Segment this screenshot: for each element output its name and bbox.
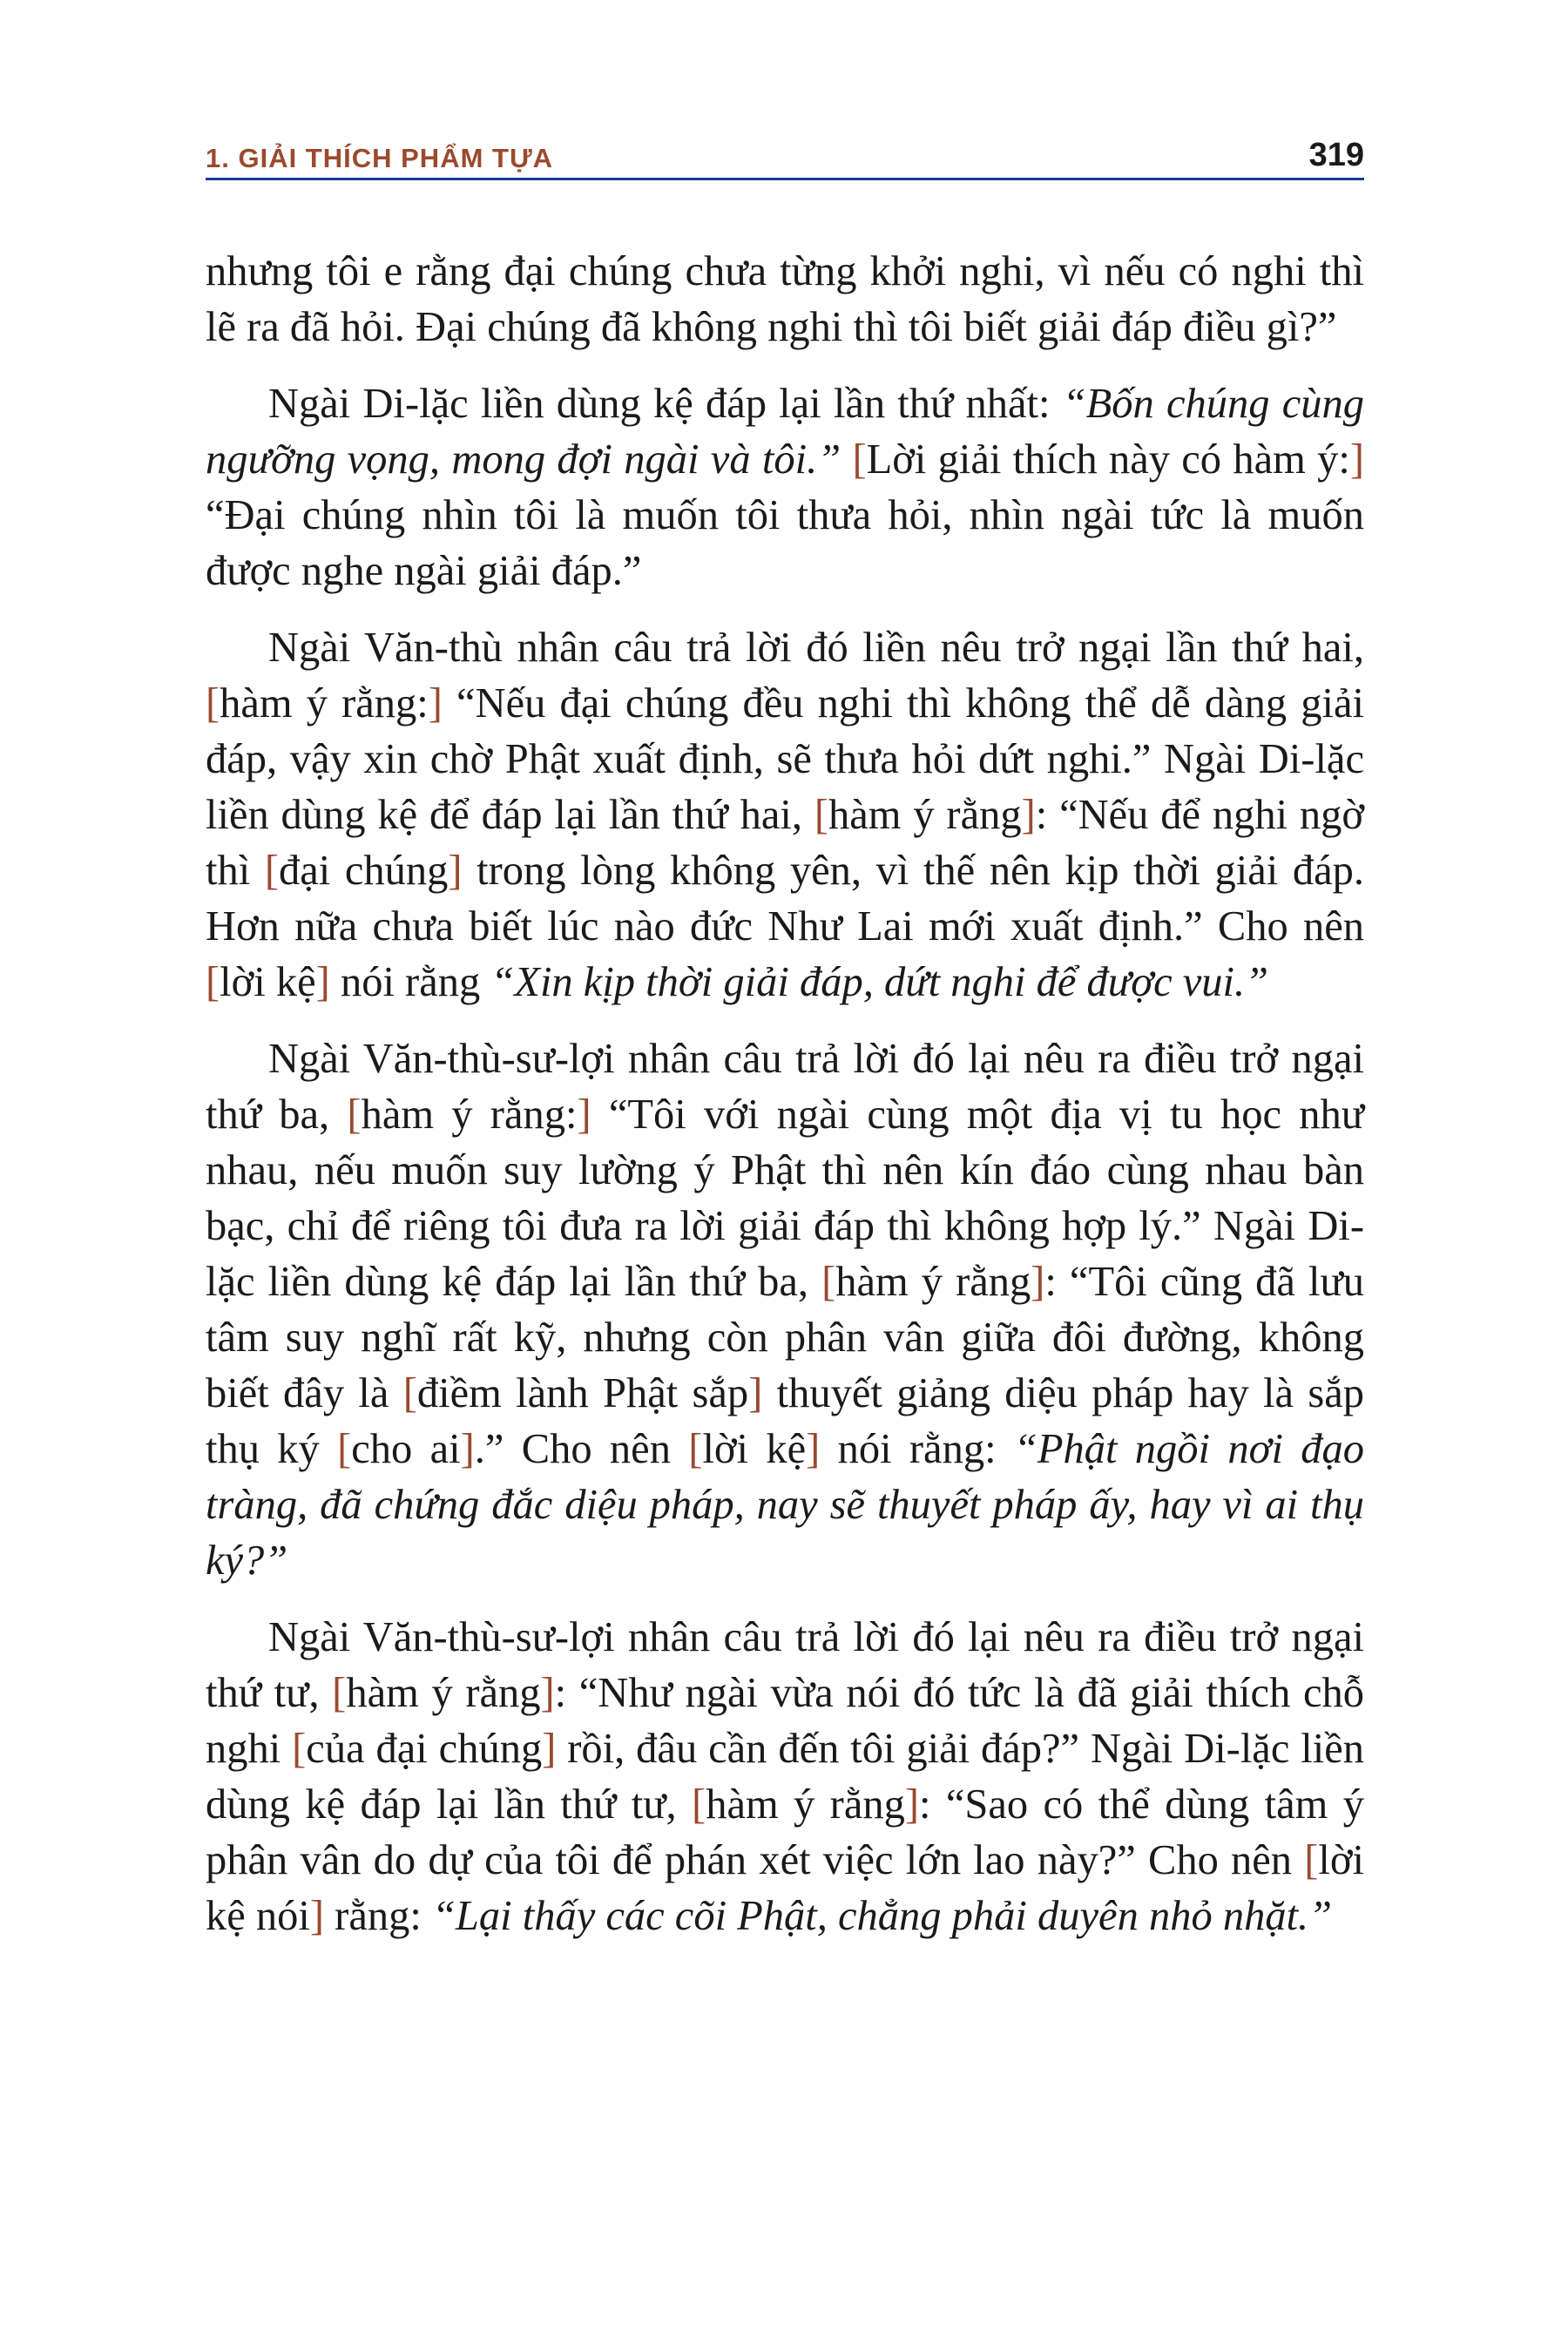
editorial-bracket: ] [1349,436,1365,483]
paragraph [206,1031,1364,1589]
editorial-bracket: ] [540,1670,555,1716]
editorial-bracket: ] [542,1726,557,1772]
text-run: lời kệ [220,959,316,1005]
text-run: : “Như ngài vừa nói đó tức là đã giải thích chỗ nghi [206,1670,1364,1772]
text-run: đại chúng [278,848,449,894]
text-run: nhưng tôi e rằng đại chúng chưa từng khởi nghi, vì nếu có nghi thì lẽ ra đã hỏi. Đại chúng đã không nghi thì tôi biết giải đáp điều gì?” [206,248,1364,350]
text-run: hàm ý rằng [346,1670,541,1716]
text-run: hàm ý rằng [828,792,1022,838]
editorial-bracket: ] [1031,1259,1045,1305]
editorial-bracket: [ [347,1092,362,1138]
editorial-bracket: [ [1304,1837,1319,1883]
sutra-quote: “Lại thấy các cõi Phật, chẳng phải duyên nhỏ nhặt.” [431,1893,1333,1939]
text-run: rồi, đâu cần đến tôi giải đáp?” Ngài Di-lặc liền dùng kệ đáp lại lần thứ tư, [206,1726,1364,1828]
paragraph [206,620,1364,1010]
text-run: hàm ý rằng [706,1781,905,1828]
running-header [206,122,1364,183]
body-text [206,244,1364,1965]
text-run: hàm ý rằng [835,1259,1031,1305]
sutra-quote: “Xin kịp thời giải đáp, dứt nghi để được vui.” [490,959,1269,1005]
editorial-bracket: ] [309,1893,325,1939]
paragraph [206,1610,1364,1944]
text-run: lời kệ nói [206,1837,1364,1939]
sutra-quote: “Phật ngồi nơi đạo tràng, đã chứng đắc diệu pháp, nay sẽ thuyết pháp ấy, hay vì ai thụ ký?” [206,1426,1365,1584]
editorial-bracket: [ [206,959,220,1005]
text-run: Ngài Văn-thù-sư-lợi nhân câu trả lời đó lại nêu ra điều trở ngại thứ tư, [206,1614,1364,1716]
editorial-bracket: ] [428,680,443,727]
page-number: 319 [1308,137,1364,173]
text-run: Ngài Văn-thù nhân câu trả lời đó liền nêu trở ngại lần thứ hai, [268,625,1364,671]
editorial-bracket: ] [315,959,330,1005]
text-run: “Tôi với ngài cùng một địa vị tu học như nhau, nếu muốn suy lường ý Phật thì nên kín đáo cùng nhau bàn bạc, chỉ để riêng tôi đưa ra lời giải đáp thì không hợp lý.” Ngài Di-lặc liền dùng kệ đáp lại lần thứ ba, [206,1092,1365,1305]
chapter-title: 1. GIẢI THÍCH PHẨM TỰA [206,143,554,173]
editorial-bracket: [ [337,1426,352,1472]
editorial-bracket: [ [402,1370,417,1416]
editorial-bracket: [ [852,436,867,483]
header-rule [206,178,1364,180]
editorial-bracket: [ [692,1781,706,1828]
text-run: hàm ý rằng: [220,680,429,727]
text-run: “Đại chúng nhìn tôi là muốn tôi thưa hỏi, nhìn ngài tức là muốn được nghe ngài giải đáp.” [206,492,1364,594]
text-run: rằng: [324,1893,432,1939]
paragraph [206,244,1364,355]
text-run: .” Cho nên [474,1426,689,1472]
editorial-bracket: [ [206,680,220,727]
text-run: nói rằng: [820,1426,1014,1472]
text-run: Ngài Văn-thù-sư-lợi nhân câu trả lời đó lại nêu ra điều trở ngại thứ ba, [206,1036,1364,1138]
editorial-bracket: [ [821,1259,836,1305]
text-run: cho ai [351,1426,461,1472]
text-run: lời kệ [702,1426,807,1472]
text-run: thuyết giảng diệu pháp hay là sắp thụ ký [206,1370,1364,1472]
text-run: Lời giải thích này có hàm ý: [866,436,1350,483]
editorial-bracket: ] [1021,792,1036,838]
sutra-quote: “Bốn chúng cùng ngưỡng vọng, mong đợi ngài và tôi.” [206,381,1365,483]
editorial-bracket: ] [577,1092,591,1138]
text-run: nói rằng [329,959,491,1005]
editorial-bracket: [ [264,848,279,894]
editorial-bracket: ] [748,1370,763,1416]
editorial-bracket: ] [448,848,463,894]
text-run: hàm ý rằng: [361,1092,578,1138]
editorial-bracket: [ [332,1670,347,1716]
text-run: : “Sao có thể dùng tâm ý phân vân do dự của tôi để phán xét việc lớn lao này?” Cho nên [206,1781,1364,1883]
editorial-bracket: ] [806,1426,821,1472]
text-run [841,436,852,483]
editorial-bracket: ] [904,1781,920,1828]
text-run: : “Tôi cũng đã lưu tâm suy nghĩ rất kỹ, nhưng còn phân vân giữa đôi đường, không biết đây là [206,1259,1364,1416]
text-run: “Nếu đại chúng đều nghi thì không thể dễ dàng giải đáp, vậy xin chờ Phật xuất định, sẽ thưa hỏi dứt nghi.” Ngài Di-lặc liền dùng kệ để đáp lại lần thứ hai, [206,680,1364,838]
paragraph [206,376,1364,599]
editorial-bracket: [ [688,1426,703,1472]
text-run: của đại chúng [306,1726,543,1772]
text-run: điềm lành Phật sắp [416,1370,749,1416]
text-run: : “Nếu để nghi ngờ thì [206,792,1365,894]
text-run: Ngài Di-lặc liền dùng kệ đáp lại lần thứ nhất: [268,381,1063,427]
editorial-bracket: ] [460,1426,475,1472]
editorial-bracket: [ [814,792,829,838]
text-run: trong lòng không yên, vì thế nên kịp thời giải đáp. Hơn nữa chưa biết lúc nào đức Như Lai mới xuất định.” Cho nên [206,848,1365,950]
editorial-bracket: [ [292,1726,307,1772]
